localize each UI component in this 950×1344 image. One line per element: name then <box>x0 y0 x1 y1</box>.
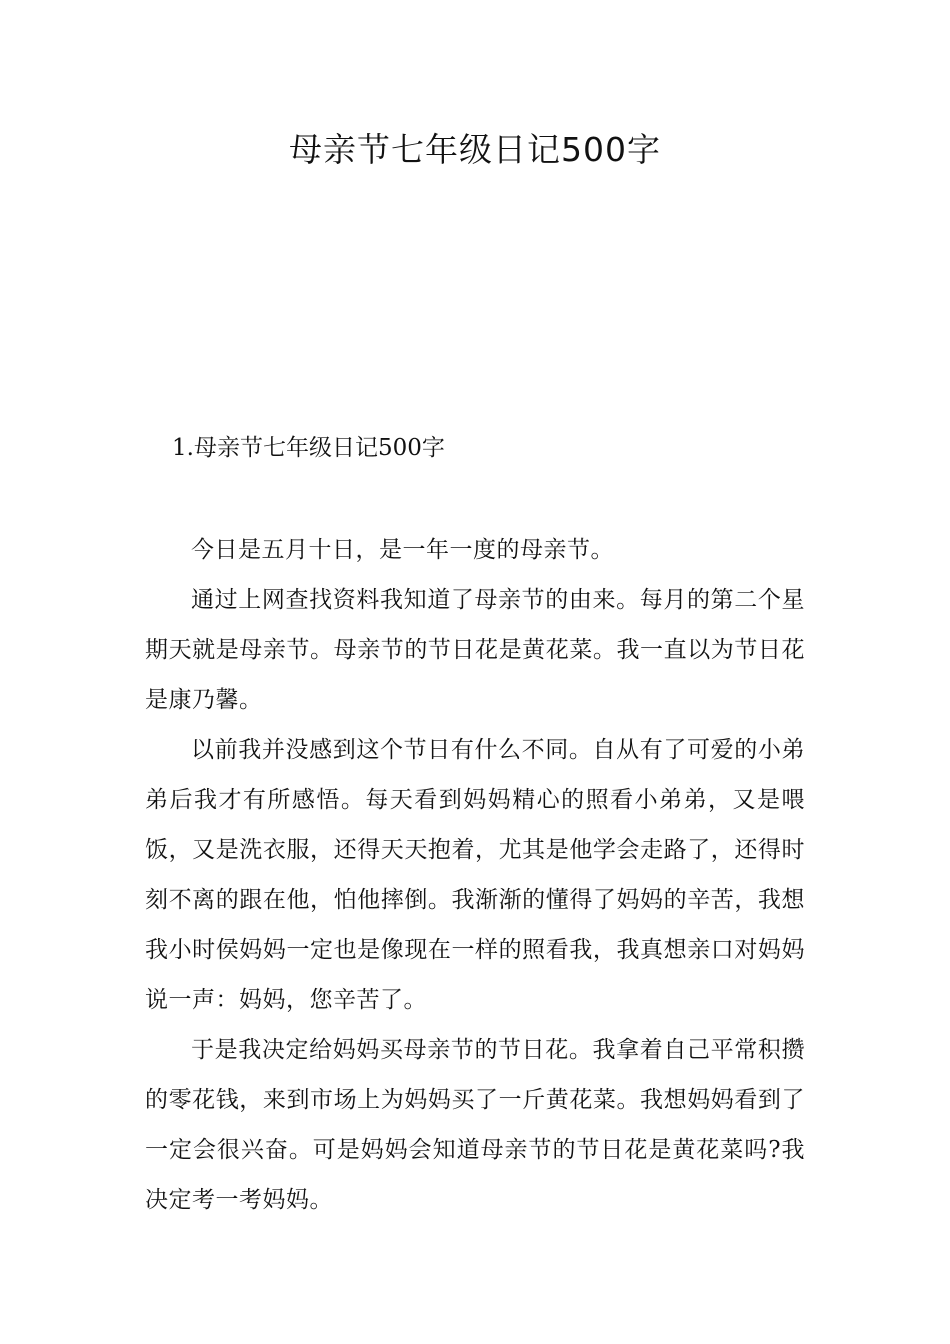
document-body <box>145 525 805 1225</box>
paragraph: 以前我并没感到这个节日有什么不同。自从有了可爱的小弟弟后我才有所感悟。每天看到妈妈精心的照看小弟弟，又是喂饭，又是洗衣服，还得天天抱着，尤其是他学会走路了，还得时刻不离的跟在他，怕他摔倒。我渐渐的懂得了妈妈的辛苦，我想我小时侯妈妈一定也是像现在一样的照看我，我真想亲口对妈妈说一声：妈妈，您辛苦了。 <box>145 737 805 1013</box>
document-title: 母亲节七年级日记500字 <box>289 130 661 169</box>
paragraph: 今日是五月十日，是一年一度的母亲节。 <box>191 537 614 563</box>
paragraph: 于是我决定给妈妈买母亲节的节日花。我拿着自己平常积攒的零花钱，来到市场上为妈妈买了一斤黄花菜。我想妈妈看到了一定会很兴奋。可是妈妈会知道母亲节的节日花是黄花菜吗?我决定考一考妈妈。 <box>145 1037 805 1213</box>
section-heading: 1.母亲节七年级日记500字 <box>172 435 445 461</box>
paragraph: 通过上网查找资料我知道了母亲节的由来。每月的第二个星期天就是母亲节。母亲节的节日花是黄花菜。我一直以为节日花是康乃馨。 <box>145 587 805 713</box>
